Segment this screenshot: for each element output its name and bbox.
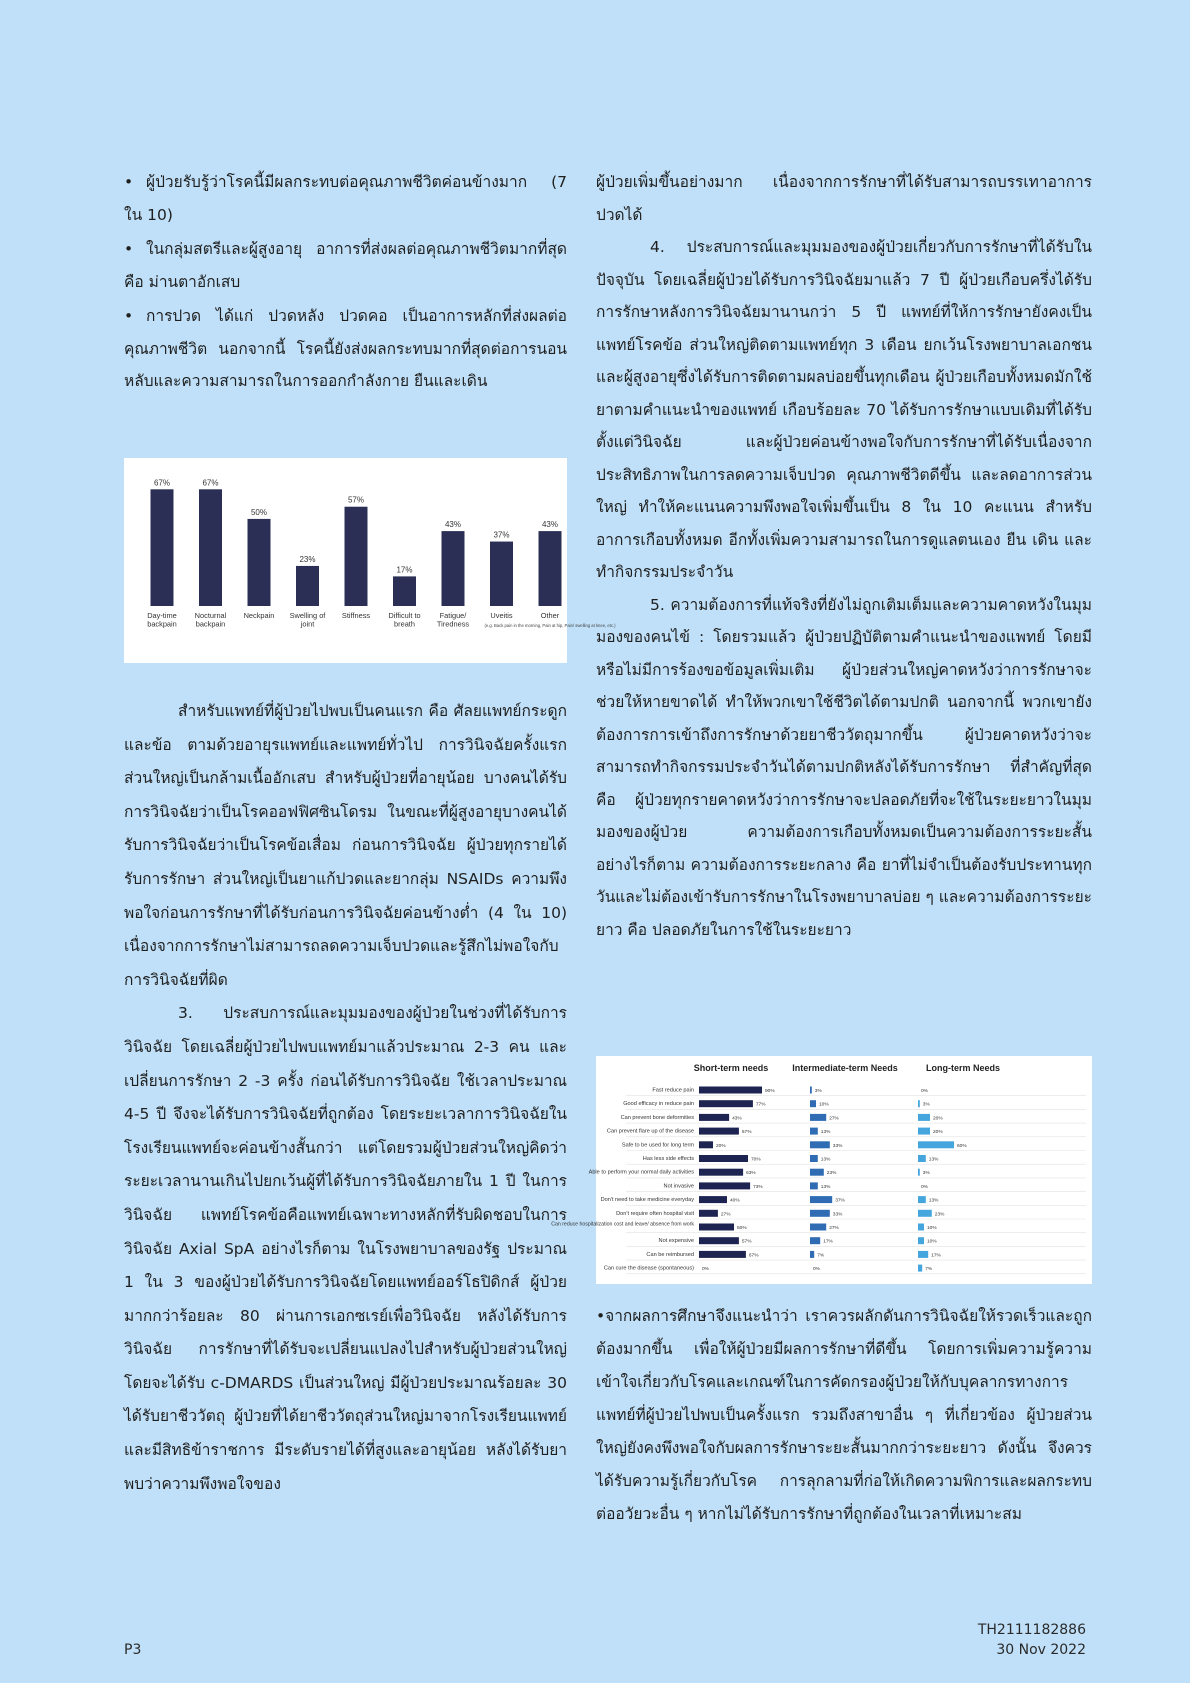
group-header: Intermediate-term Needs (792, 1063, 898, 1073)
needs-bar (699, 1210, 718, 1217)
x-tick-label: Swelling of (289, 611, 326, 620)
x-tick-label: backpain (195, 619, 226, 629)
x-tick-label: joint (300, 619, 315, 629)
symptom-chart (124, 458, 616, 663)
bar-value-label: 40% (730, 1198, 740, 1204)
bar-value-label: 37% (835, 1198, 845, 1204)
bar-value-label: 67% (153, 478, 171, 488)
bar-value-label: 20% (716, 1143, 726, 1149)
category-label: Safe to be used for long term (621, 1142, 694, 1149)
needs-bar (918, 1251, 928, 1258)
bar-value-label: 67% (748, 1253, 759, 1259)
right-column-top (596, 166, 1092, 946)
bar-value-label: 3% (922, 1171, 930, 1177)
bar (248, 519, 271, 606)
bar-value-label: 77% (755, 1102, 766, 1108)
bar-value-label: 10% (927, 1239, 937, 1245)
bar-value-label: 13% (820, 1130, 831, 1136)
needs-bar (918, 1196, 926, 1203)
needs-bar (699, 1141, 713, 1148)
needs-bar (699, 1128, 739, 1135)
bar-value-label: 7% (817, 1253, 825, 1259)
bar-value-label: 50% (250, 507, 268, 517)
conclusion-paragraph: •จากผลการศึกษาจึงแนะนำว่า เราควรผลักดันการวินิจฉัยให้รวดเร็วและถูกต้องมากขึ้น เพื่อให้ผู้ป่วยมีผลการรักษาที่ดีขึ้น โดยการเพิ่มความรู้ความเข้าใจเกี่ยวกับโรคและเกณฑ์ในการคัดกรองผู้ป่วยให้กับบุคลากรทางการแพทย์ที่ผู้ป่วยไปพบเป็นครั้งแรก รวมถึงสาขาอื่น ๆ ที่เกี่ยวข้อง ผู้ป่วยส่วนใหญ่ยังคงพึงพอใจกับผลการรักษาระยะสั้นมากกว่าระยะยาว ดังนั้น จึงควรได้รับความรู้เกี่ยวกับโรค การลุกลามที่ก่อให้เกิดความพิการและผลกระทบต่ออวัยวะอื่น ๆ หากไม่ได้รับการรักษาที่ถูกต้องในเวลาที่เหมาะสม (596, 1307, 1092, 1523)
left-column-top (124, 166, 567, 400)
bullet-item: • ในกลุ่มสตรีและผู้สูงอายุ อาการที่ส่งผลต่อคุณภาพชีวิตมากที่สุด คือ ม่านตาอักเสบ (124, 240, 567, 291)
bar (151, 489, 174, 606)
bullet-text: การปวด ได้แก่ ปวดหลัง ปวดคอ เป็นอาการหลักที่ส่งผลต่อคุณภาพชีวิต นอกจากนี้ โรคนี้ยังส่งผลกระทบมากที่สุดต่อการนอนหลับและความสามารถในการออกกำลังกาย ยืนและเดิน (124, 307, 567, 390)
needs-bar (810, 1210, 830, 1217)
bar-value-label: 27% (720, 1212, 731, 1218)
needs-bar (810, 1100, 816, 1107)
category-label: Able to perform your normal daily activities (588, 1169, 694, 1176)
needs-bar (810, 1141, 830, 1148)
symptom-bar-chart (124, 458, 616, 663)
page-number: P3 (124, 1642, 142, 1658)
bar-value-label: 23% (299, 554, 316, 564)
bar-value-label: 0% (702, 1267, 709, 1273)
bar-value-label: 67% (202, 478, 219, 488)
category-label: Not expensive (658, 1238, 694, 1245)
needs-bar (699, 1100, 753, 1107)
category-label: Don't need to take medicine everyday (600, 1197, 694, 1204)
needs-bar (918, 1169, 920, 1176)
needs-bar (918, 1210, 932, 1217)
bar (539, 531, 562, 606)
x-tick-label: Nocturnal (194, 611, 227, 620)
bar-value-label: 7% (925, 1267, 933, 1273)
x-tick-label: Other (540, 611, 560, 620)
group-header: Long-term Needs (925, 1063, 1001, 1073)
bar-value-label: 20% (933, 1116, 943, 1122)
needs-bar (918, 1224, 924, 1231)
needs-bar (810, 1196, 832, 1203)
bullet-text: ผู้ป่วยรับรู้ว่าโรคนี้มีผลกระทบต่อคุณภาพชีวิตค่อนข้างมาก (7 ใน 10) (124, 173, 567, 224)
needs-bar (918, 1265, 922, 1272)
bar-value-label: 10% (819, 1102, 829, 1108)
needs-bar (810, 1155, 818, 1162)
bar-value-label: 17% (823, 1239, 833, 1245)
bullet-item: • ผู้ป่วยรับรู้ว่าโรคนี้มีผลกระทบต่อคุณภาพชีวิตค่อนข้างมาก (7 ใน 10) (124, 173, 567, 224)
needs-bar (810, 1182, 818, 1189)
document-code (978, 1620, 1086, 1660)
x-tick-label: backpain (147, 619, 177, 629)
bar-value-label: 0% (921, 1089, 928, 1094)
right-column-lower (596, 1300, 1092, 1531)
bar-value-label: 3% (814, 1089, 822, 1094)
bar-value-label: 3% (922, 1102, 930, 1108)
document-id: TH2111182886 (977, 1622, 1086, 1638)
bar-value-label: 37% (493, 530, 510, 540)
bar-value-label: 73% (753, 1184, 763, 1190)
bar (393, 576, 416, 606)
needs-bar (699, 1251, 746, 1258)
category-label: Can prevent flare up of the disease (606, 1128, 694, 1135)
bar-value-label: 0% (921, 1184, 928, 1190)
bar-value-label: 43% (541, 520, 559, 530)
category-label: Not invasive (663, 1183, 694, 1190)
other-note: (e.g. Back pain in the morning, Pain at hip, Pain/ swelling at knee, etc.) (484, 623, 616, 628)
needs-bar (810, 1114, 826, 1121)
paragraph-section-4: 4. ประสบการณ์และมุมมองของผู้ป่วยเกี่ยวกับการรักษาที่ได้รับในปัจจุบัน โดยเฉลี่ยผู้ป่วยได้รับการวินิจฉัยมาแล้ว 7 ปี ผู้ป่วยเกือบครึ่งได้รับการรักษาหลังการวินิจฉัยมานานกว่า 5 ปี แพทย์ที่ให้การรักษายังคงเป็นแพทย์โรคข้อ ส่วนใหญ่ติดตามแพทย์ทุก 3 เดือน ยกเว้นโรงพยาบาลเอกชนและผู้สูงอายุซึ่งได้รับการติดตามผลบ่อยขึ้นทุกเดือน ผู้ป่วยเกือบทั้งหมดมักใช้ยาตามคำแนะนำของแพทย์ เกือบร้อยละ 70 ได้รับการรักษาแบบเดิมที่ได้รับตั้งแต่วินิจฉัย และผู้ป่วยค่อนข้างพอใจกับการรักษาที่ได้รับเนื่องจากประสิทธิภาพในการลดความเจ็บปวด คุณภาพชีวิตดีขึ้น และลดอาการส่วนใหญ่ ทำให้คะแนนความพึงพอใจเพิ่มขึ้นเป็น 8 ใน 10 คะแนน สำหรับอาการเกือบทั้งหมด อีกทั้งเพิ่มความสามารถในการดูแลตนเอง ยืน เดิน และทำกิจกรรมประจำวัน (596, 238, 1092, 581)
bar-value-label: 70% (751, 1157, 761, 1163)
category-label: Has less side effects (642, 1156, 694, 1162)
needs-bar (810, 1251, 814, 1258)
needs-chart (551, 1056, 1092, 1284)
bullet-item: • การปวด ได้แก่ ปวดหลัง ปวดคอ เป็นอาการหลักที่ส่งผลต่อคุณภาพชีวิต นอกจากนี้ โรคนี้ยังส่งผลกระทบมากที่สุดต่อการนอนหลับและความสามารถในการออกกำลังกาย ยืนและเดิน (124, 307, 567, 390)
bar-value-label: 17% (396, 565, 413, 575)
x-tick-label: Stiffness (341, 611, 371, 620)
bar-value-label: 60% (957, 1143, 967, 1149)
needs-bar (918, 1114, 930, 1121)
bar-value-label: 13% (928, 1157, 939, 1163)
bar-value-label: 13% (928, 1198, 939, 1204)
needs-bar (699, 1182, 750, 1189)
bar-value-label: 57% (741, 1239, 752, 1245)
bar-value-label: 57% (347, 495, 365, 505)
bar-value-label: 17% (931, 1253, 941, 1259)
bar-value-label: 27% (829, 1116, 839, 1122)
category-label: Fast reduce pain (652, 1087, 694, 1094)
needs-bar (810, 1237, 820, 1244)
needs-bar (918, 1141, 954, 1148)
needs-bar (918, 1100, 920, 1107)
category-label: Can cure the disease (spontaneous) (603, 1265, 694, 1272)
needs-bar (918, 1128, 930, 1135)
group-header: Short-term needs (693, 1063, 769, 1073)
category-label: Can be reimbursed (646, 1251, 694, 1258)
x-tick-label: Day-time (147, 611, 177, 620)
x-tick-label: Difficult to (388, 611, 421, 620)
bar-value-label: 27% (829, 1226, 839, 1231)
category-label: Can prevent bone deformities (620, 1114, 694, 1121)
x-tick-label: Tiredness (436, 619, 470, 629)
x-tick-label: Neckpain (243, 611, 275, 620)
bar-value-label: 10% (927, 1226, 937, 1231)
needs-bar (699, 1224, 734, 1231)
x-tick-label: Fatigue/ (439, 611, 467, 620)
needs-bar (918, 1237, 924, 1244)
category-label: Good efficacy in reduce pain (623, 1101, 694, 1108)
bar-value-label: 90% (765, 1089, 775, 1094)
x-tick-label: breath (394, 619, 415, 629)
needs-bar (699, 1237, 739, 1244)
bar-value-label: 43% (732, 1116, 742, 1122)
needs-bar (699, 1114, 729, 1121)
paragraph-section-3: 3. ประสบการณ์และมุมมองของผู้ป่วยในช่วงที่ได้รับการวินิจฉัย โดยเฉลี่ยผู้ป่วยไปพบแพทย์มาแล้วประมาณ 2-3 คน และเปลี่ยนการรักษา 2 -3 ครั้ง ก่อนได้รับการวินิจฉัย ใช้เวลาประมาณ 4-5 ปี จึงจะได้รับการวินิจฉัยที่ถูกต้อง โดยระยะเวลาการวินิจฉัยในโรงเรียนแพทย์จะค่อนข้างสั้นกว่า แต่โดยรวมผู้ป่วยส่วนใหญ่คิดว่าระยะเวลานานเกินไปยกเว้นผู้ที่ได้รับการวินิจฉัยภายใน 1 ปี ในการวินิจฉัย แพทย์โรคข้อคือแพทย์เฉพาะทางหลักที่รับผิดชอบในการวินิจฉัย Axial SpA อย่างไรก็ตาม ในโรงพยาบาลของรัฐ ประมาณ 1 ใน 3 ของผู้ป่วยได้รับการวินิจฉัยโดยแพทย์ออร์โธปิดิกส์ ผู้ป่วยมากกว่าร้อยละ 80 ผ่านการเอกซเรย์เพื่อวินิจฉัย หลังได้รับการวินิจฉัย การรักษาที่ได้รับจะเปลี่ยนแปลงไปสำหรับผู้ป่วยส่วนใหญ่ โดยจะได้รับ c-DMARDS เป็นส่วนใหญ่ มีผู้ป่วยประมาณร้อยละ 30 ได้รับยาชีววัตถุ ผู้ป่วยที่ได้ยาชีววัตถุส่วนใหญ่มาจากโรงเรียนแพทย์และมีสิทธิข้าราชการ มีระดับรายได้ที่สูงและอายุน้อย หลังได้รับยาพบว่าความพึงพอใจของ (124, 1004, 567, 1493)
paragraph-section-5: 5. ความต้องการที่แท้จริงที่ยังไม่ถูกเติมเต็มและความคาดหวังในมุมมองของคนไข้ : โดยรวมแล้ว ผู้ป่วยปฏิบัติตามคำแนะนำของแพทย์ โดยมีหรือไม่มีการร้องขอข้อมูลเพิ่มเติม ผู้ป่วยส่วนใหญ่คาดหวังว่าการรักษาจะช่วยให้หายขาดได้ ทำให้พวกเขาใช้ชีวิตได้ตามปกติ นอกจากนี้ พวกเขายังต้องการการเข้าถึงการรักษาด้วยยาชีววัตถุมากขึ้น ผู้ป่วยคาดหวังว่าจะสามารถทำกิจกรรมประจำวันได้ตามปกติหลังได้รับการรักษา ที่สำคัญที่สุด คือ ผู้ป่วยทุกรายคาดหวังว่าการรักษาจะปลอดภัยที่จะใช้ในระยะยาวในมุมมองของผู้ป่วย ความต้องการเกือบทั้งหมดเป็นความต้องการระยะสั้น อย่างไรก็ตาม ความต้องการระยะกลาง คือ ยาที่ไม่จำเป็นต้องรับประทานทุกวันและไม่ต้องเข้ารับการรักษาในโรงพยาบาลบ่อย ๆ และความต้องการระยะยาว คือ ปลอดภัยในการใช้ในระยะยาว (596, 595, 1092, 939)
left-column-lower (124, 695, 567, 1501)
bar-value-label: 0% (813, 1267, 820, 1273)
needs-bar (699, 1196, 727, 1203)
paragraph-continued: ผู้ป่วยเพิ่มขึ้นอย่างมาก เนื่องจากการรักษาที่ได้รับสามารถบรรเทาอาการปวดได้ (596, 173, 1092, 224)
needs-bar (810, 1169, 824, 1176)
bullet-text: ในกลุ่มสตรีและผู้สูงอายุ อาการที่ส่งผลต่อคุณภาพชีวิตมากที่สุด คือ ม่านตาอักเสบ (124, 240, 567, 291)
bar-value-label: 57% (741, 1130, 752, 1136)
needs-bar-chart (551, 1056, 1092, 1284)
needs-bar (699, 1169, 743, 1176)
bar (490, 542, 513, 606)
bar (442, 531, 465, 606)
needs-bar (810, 1224, 826, 1231)
category-label: Don't require often hospital visit (616, 1210, 694, 1217)
bar-value-label: 23% (826, 1171, 837, 1177)
bar-value-label: 33% (832, 1143, 843, 1149)
category-label: Can reduce hospitalization cost and leave/ absence from work (551, 1221, 694, 1228)
bar (345, 507, 368, 606)
bar-value-label: 43% (444, 520, 462, 530)
needs-bar (810, 1087, 812, 1094)
x-tick-label: Uveitis (490, 611, 513, 620)
bar (199, 489, 222, 606)
bar-value-label: 20% (933, 1130, 943, 1136)
bar-value-label: 50% (737, 1226, 747, 1231)
bar-value-label: 23% (934, 1212, 945, 1218)
needs-bar (699, 1155, 748, 1162)
paragraph-first-doctor: สำหรับแพทย์ที่ผู้ป่วยไปพบเป็นคนแรก คือ ศัลยแพทย์กระดูกและข้อ ตามด้วยอายุรแพทย์และแพทย์ทั่วไป การวินิจฉัยครั้งแรกส่วนใหญ่เป็นกล้ามเนื้ออักเสบ สำหรับผู้ป่วยที่อายุน้อย บางคนได้รับการวินิจฉัยว่าเป็นโรคออฟฟิศซินโดรม ในขณะที่ผู้สูงอายุบางคนได้รับการวินิจฉัยว่าเป็นโรคข้อเสื่อม ก่อนการวินิจฉัย ผู้ป่วยทุกรายได้รับการรักษา ส่วนใหญ่เป็นยาแก้ปวดและยากลุ่ม NSAIDs ความพึงพอใจก่อนการรักษาที่ได้รับก่อนการวินิจฉัยค่อนข้างต่ำ (4 ใน 10) เนื่องจากการรักษาไม่สามารถลดความเจ็บปวดและรู้สึกไม่พอใจกับการวินิจฉัยที่ผิด (124, 702, 567, 989)
bar-value-label: 33% (832, 1212, 843, 1218)
needs-bar (699, 1087, 762, 1094)
bar-value-label: 13% (820, 1157, 831, 1163)
bar-value-label: 63% (746, 1171, 756, 1177)
document-date: 30 Nov 2022 (996, 1642, 1086, 1658)
needs-bar (810, 1128, 818, 1135)
bar (296, 566, 319, 606)
bar-value-label: 13% (820, 1184, 831, 1190)
needs-bar (918, 1155, 926, 1162)
